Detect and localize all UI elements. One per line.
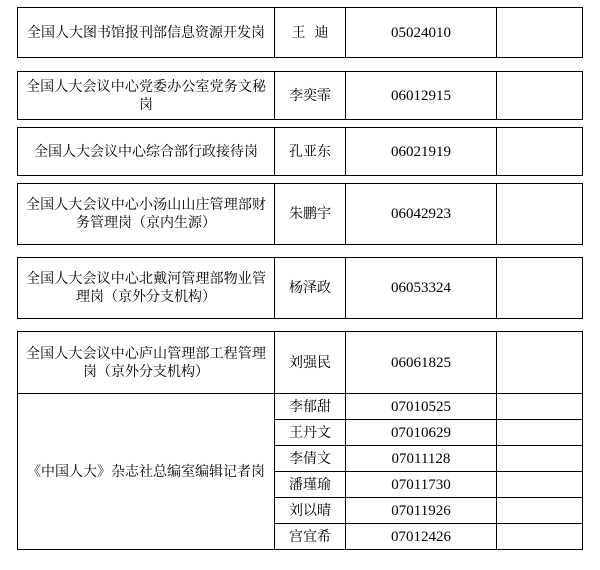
table-row [18,184,583,245]
result-table [17,331,583,550]
number-cell: 07012426 [346,524,497,550]
blank-cell [497,332,583,394]
blank-cell [497,128,583,176]
name-cell: 王丹文 [275,420,346,446]
result-table [17,127,583,176]
number-cell: 06021919 [346,128,497,176]
number-cell: 07011926 [346,498,497,524]
result-table [17,183,583,245]
blank-cell [497,72,583,120]
blank-cell [497,472,583,498]
number-cell: 06012915 [346,72,497,120]
group-2 [17,71,583,120]
table-row [18,8,583,58]
result-table [17,71,583,120]
number-cell: 05024010 [346,8,497,58]
number-cell: 07011730 [346,472,497,498]
blank-cell [497,394,583,420]
position-cell: 全国人大会议中心综合部行政接待岗 [18,128,275,176]
blank-cell [497,446,583,472]
position-cell: 全国人大会议中心小汤山山庄管理部财务管理岗（京内生源） [18,184,275,245]
number-cell: 06042923 [346,184,497,245]
group-5 [17,257,583,319]
name-cell: 王 迪 [275,8,346,58]
blank-cell [497,524,583,550]
position-cell: 全国人大图书馆报刊部信息资源开发岗 [18,8,275,58]
position-cell: 全国人大会议中心庐山管理部工程管理岗（京外分支机构） [18,332,275,394]
name-cell: 刘以晴 [275,498,346,524]
number-cell: 06053324 [346,258,497,319]
name-cell: 李郁甜 [275,394,346,420]
result-table [17,257,583,319]
group-4 [17,183,583,245]
name-cell: 李倩文 [275,446,346,472]
name-cell: 宫宜希 [275,524,346,550]
name-cell: 孔亚东 [275,128,346,176]
name-cell: 李奕霏 [275,72,346,120]
table-row [18,258,583,319]
position-cell: 全国人大会议中心党委办公室党务文秘岗 [18,72,275,120]
blank-cell [497,258,583,319]
table-row [18,332,583,394]
blank-cell [497,498,583,524]
name-cell: 潘瑾瑜 [275,472,346,498]
group-1 [17,7,583,58]
table-row [18,394,583,420]
blank-cell [497,8,583,58]
position-cell: 全国人大会议中心北戴河管理部物业管理岗（京外分支机构） [18,258,275,319]
result-table [17,7,583,58]
blank-cell [497,420,583,446]
group-3 [17,127,583,176]
number-cell: 07010629 [346,420,497,446]
number-cell: 07010525 [346,394,497,420]
group-6 [17,331,583,550]
name-cell: 朱鹏宇 [275,184,346,245]
table-row [18,72,583,120]
number-cell: 07011128 [346,446,497,472]
blank-cell [497,184,583,245]
name-cell: 杨泽政 [275,258,346,319]
table-row [18,128,583,176]
position-cell: 《中国人大》杂志社总编室编辑记者岗 [18,394,275,550]
number-cell: 06061825 [346,332,497,394]
name-cell: 刘强民 [275,332,346,394]
